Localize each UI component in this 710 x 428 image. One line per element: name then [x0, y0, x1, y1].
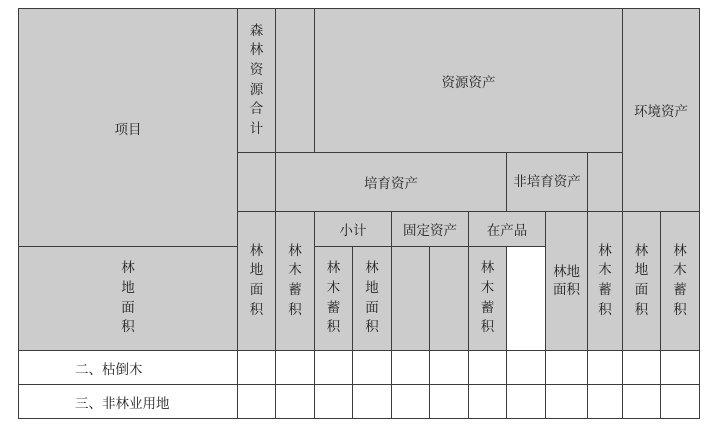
table-cell — [469, 385, 507, 419]
env-assets-header: 环境资产 — [623, 9, 700, 212]
blank-header-cell — [430, 247, 469, 351]
forest-total-header: 森林资源合计 — [238, 9, 276, 153]
table-cell — [353, 385, 392, 419]
table-cell — [469, 351, 507, 385]
table-cell — [276, 385, 315, 419]
table-cell — [507, 351, 546, 385]
table-cell — [276, 351, 315, 385]
timber-volume-header: 林木蓄积 — [276, 212, 315, 351]
resource-assets-header: 资源资产 — [315, 9, 623, 153]
table-row — [19, 385, 700, 419]
table-cell — [392, 385, 430, 419]
table-cell — [238, 351, 276, 385]
land-area-header: 林地面积 — [19, 247, 238, 351]
table-cell — [392, 351, 430, 385]
cultivated-header: 培育资产 — [276, 153, 507, 212]
table-cell — [507, 385, 546, 419]
table-cell — [238, 385, 276, 419]
table-cell — [353, 351, 392, 385]
table-cell — [588, 385, 623, 419]
subtotal-header: 小计 — [315, 212, 392, 247]
in-production-header: 在产品 — [469, 212, 546, 247]
blank-header-cell — [588, 153, 623, 212]
table-cell — [546, 385, 588, 419]
table-cell — [588, 351, 623, 385]
table-cell — [661, 351, 700, 385]
land-area-header: 林地面积 — [623, 212, 661, 351]
timber-volume-header: 林木蓄积 — [588, 212, 623, 351]
land-area-header: 林地面积 — [546, 212, 588, 351]
timber-volume-header: 林木蓄积 — [661, 212, 700, 351]
row-label: 二、枯倒木 — [19, 351, 238, 385]
header-row-1 — [19, 9, 700, 153]
table-cell — [623, 385, 661, 419]
table-cell — [430, 385, 469, 419]
table-cell — [315, 385, 353, 419]
table-row — [19, 351, 700, 385]
table-cell — [430, 351, 469, 385]
blank-header-cell — [392, 247, 430, 351]
table-cell — [623, 351, 661, 385]
non-cultivated-header: 非培育资产 — [507, 153, 588, 212]
item-header: 项目 — [19, 9, 238, 247]
land-area-header: 林地面积 — [353, 247, 392, 351]
forest-resource-table — [18, 8, 700, 419]
blank-header-cell — [238, 153, 276, 212]
row-label: 三、非林业用地 — [19, 385, 238, 419]
timber-volume-header: 林木蓄积 — [469, 247, 507, 351]
blank-header-cell — [276, 9, 315, 153]
table-cell — [315, 351, 353, 385]
table-cell — [546, 351, 588, 385]
fixed-assets-header: 固定资产 — [392, 212, 469, 247]
land-area-header: 林地面积 — [238, 212, 276, 351]
timber-volume-header: 林木蓄积 — [315, 247, 353, 351]
table-cell — [661, 385, 700, 419]
